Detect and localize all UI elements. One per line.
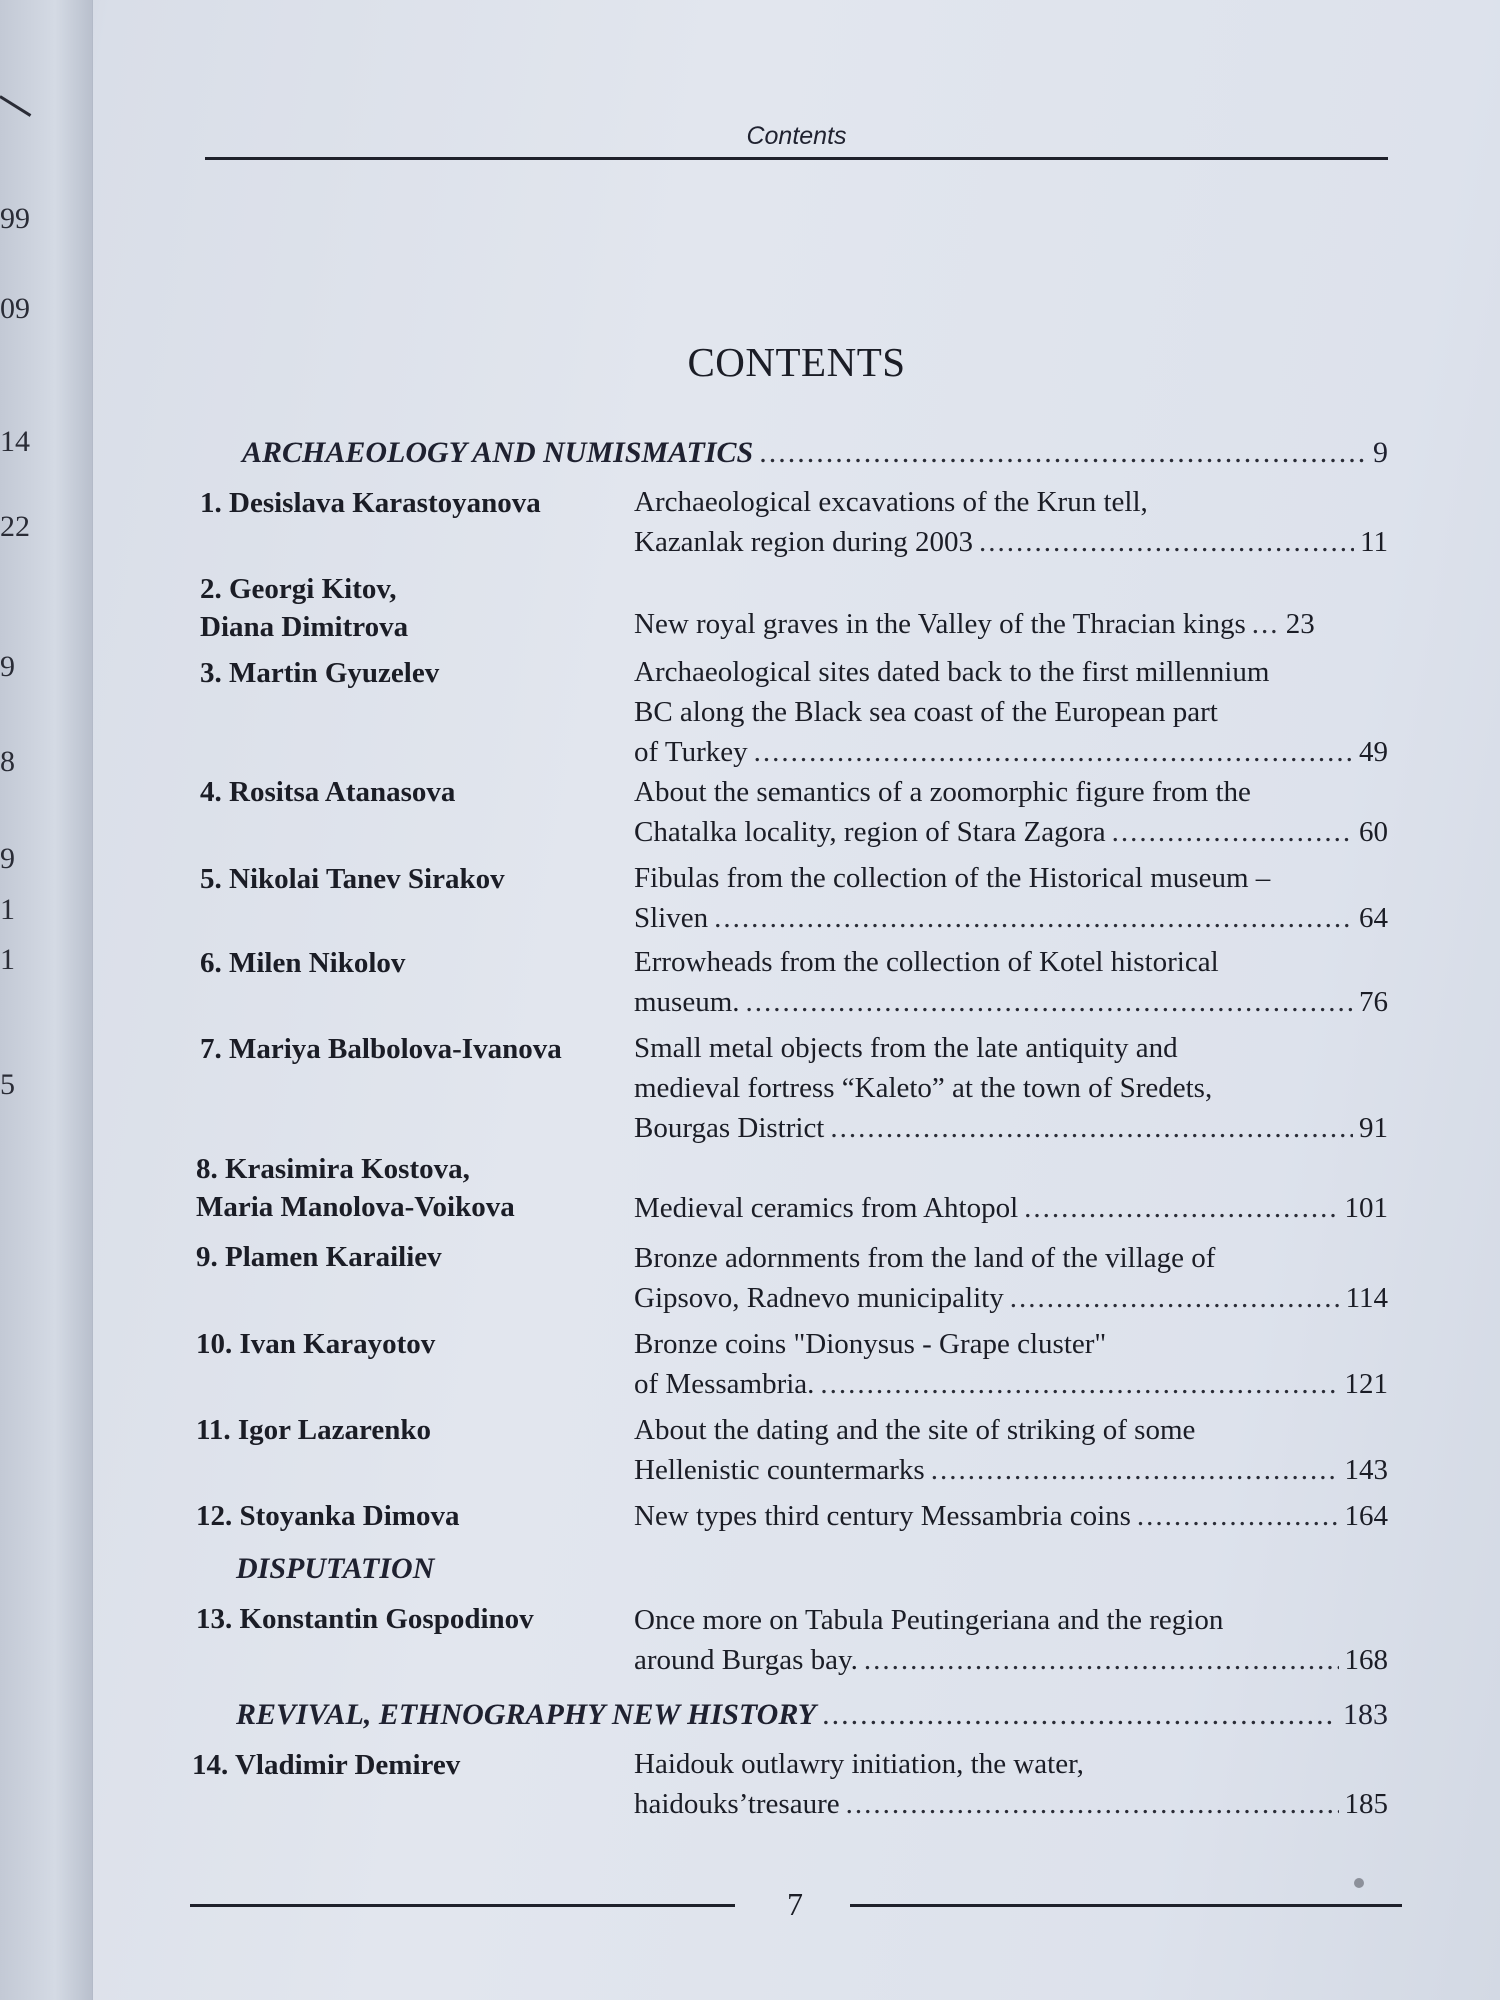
facing-page-edge [0,0,93,2000]
entry-author [196,1411,431,1449]
entry-title [634,858,1388,938]
title-line: About the dating and the site of striking of some [634,1414,1196,1446]
section-heading-revival [236,1698,1388,1732]
title-line: medieval fortress “Kaleto” at the town of Sredets, [634,1072,1213,1104]
entry-page: 91 [1359,1112,1388,1144]
title-line: Medieval ceramics from Ahtopol [634,1192,1019,1224]
dot-leader [714,898,1353,938]
author-line: 11. Igor Lazarenko [196,1414,431,1446]
entry-author [200,1030,562,1068]
dot-leader [754,732,1353,772]
entry-page: 49 [1359,736,1388,768]
facing-page-number: 14 [0,425,30,458]
facing-page-number: 9 [0,650,15,683]
page-number: 7 [787,1886,803,1922]
entry-title [634,1410,1388,1490]
entry-page: 168 [1344,1644,1388,1676]
entry-page: 114 [1345,1282,1388,1314]
entry-author [200,484,541,522]
title-line: Bronze coins "Dionysus - Grape cluster" [634,1328,1107,1360]
entry-page: 23 [1285,608,1315,640]
entry-author [192,1746,460,1784]
title-line: haidouks’tresaure [634,1788,840,1820]
author-line: 9. Plamen Karailiev [196,1241,442,1273]
entry-page: 60 [1359,816,1388,848]
entry-title [634,1600,1388,1680]
entry-page: 121 [1344,1368,1388,1400]
title-line: of Turkey [634,736,748,768]
author-line: 10. Ivan Karayotov [196,1328,436,1360]
title-line: New types third century Messambria coins [634,1500,1131,1532]
entry-author [200,860,505,898]
entry-title [634,1188,1388,1228]
title-line: Bronze adornments from the land of the village of [634,1242,1216,1274]
entry-page: 164 [1344,1500,1388,1532]
entry-title [634,1324,1388,1404]
dot-leader [931,1450,1339,1490]
author-line: 14. Vladimir Demirev [192,1749,461,1781]
dot-leader [759,436,1367,470]
title-line: Gipsovo, Radnevo municipality [634,1282,1004,1314]
author-line: 4. Rositsa Atanasova [200,776,456,808]
author-line: 3. Martin Gyuzelev [200,657,440,689]
dot-leader [820,1364,1338,1404]
facing-page-number: 9 [0,842,15,875]
dot-leader [1024,1188,1338,1228]
header-rule [205,157,1388,160]
author-line: 6. Milen Nikolov [200,947,406,979]
dot-leader [1252,604,1280,644]
title-line: Archaeological excavations of the Krun tell, [634,486,1148,518]
author-line: 7. Mariya Balbolova-Ivanova [200,1033,562,1065]
title-line: Haidouk outlawry initiation, the water, [634,1748,1084,1780]
title-line: Kazanlak region during 2003 [634,526,974,558]
section-label: REVIVAL, ETHNOGRAPHY NEW HISTORY [236,1698,817,1731]
footer-rule-left [190,1904,735,1907]
facing-page-number: 1 [0,893,15,926]
facing-page-number: 8 [0,745,15,778]
entry-title [634,772,1388,852]
entry-author [200,944,405,982]
section-label: ARCHAEOLOGY AND NUMISMATICS [242,436,754,469]
author-line: 13. Konstantin Gospodinov [196,1603,534,1635]
footer-rule-right [850,1904,1402,1907]
title-line: Errowheads from the collection of Kotel historical [634,946,1219,978]
entry-page: 143 [1344,1454,1388,1486]
title-line: Sliven [634,902,709,934]
entry-title [634,1744,1388,1824]
entry-author [200,773,455,811]
facing-page-number: 1 [0,943,15,976]
title-line: of Messambria. [634,1368,815,1400]
title-line: Small metal objects from the late antiquity and [634,1032,1178,1064]
author-line: Diana Dimitrova [200,611,409,643]
entry-author [200,570,408,646]
entry-page: 64 [1359,902,1388,934]
author-line: 2. Georgi Kitov, [200,573,397,605]
facing-page-number: 22 [0,510,30,543]
title-line: Hellenistic countermarks [634,1454,925,1486]
entry-author [196,1600,534,1638]
author-line: 1. Desislava Karastoyanova [200,487,541,519]
title-line: Archaeological sites dated back to the first millennium [634,656,1270,688]
title-line: Once more on Tabula Peutingeriana and the region [634,1604,1224,1636]
running-head: Contents [746,122,847,150]
facing-page-number: 5 [0,1068,15,1101]
title-line: Chatalka locality, region of Stara Zagora [634,816,1106,848]
section-page: 9 [1373,436,1388,469]
entry-author [196,1325,435,1363]
title-line: BC along the Black sea coast of the European part [634,696,1218,728]
author-line: 5. Nikolai Tanev Sirakov [200,863,505,895]
title-line: Fibulas from the collection of the Historical museum – [634,862,1271,894]
dot-leader [746,982,1353,1022]
entry-page: 11 [1360,526,1388,558]
paper-speck [1354,1878,1364,1888]
dot-leader [1137,1496,1339,1536]
entry-author [200,654,439,692]
author-line: Maria Manolova-Voikova [196,1191,515,1223]
entry-title [634,604,1388,644]
facing-page-number: 09 [0,292,30,325]
title-line: around Burgas bay. [634,1644,858,1676]
facing-page-number: 99 [0,202,30,235]
entry-title [634,652,1388,772]
title-line: About the semantics of a zoomorphic figure from the [634,776,1251,808]
dot-leader [864,1640,1339,1680]
dot-leader [979,522,1354,562]
dot-leader [822,1698,1337,1732]
entry-author [196,1238,442,1276]
facing-page-stroke [0,95,31,117]
section-heading-disputation: DISPUTATION [236,1552,435,1585]
author-line: 12. Stoyanka Dimova [196,1500,460,1532]
dot-leader [1010,1278,1340,1318]
entry-title [634,1238,1388,1318]
page-title: CONTENTS [687,339,906,385]
entry-title [634,482,1388,562]
title-line: museum. [634,986,740,1018]
dot-leader [830,1108,1353,1148]
dot-leader [846,1784,1339,1824]
author-line: 8. Krasimira Kostova, [196,1153,470,1185]
entry-title [634,1496,1388,1536]
entry-title [634,1028,1388,1148]
entry-author [196,1497,459,1535]
title-line: Bourgas District [634,1112,825,1144]
entry-author [196,1150,515,1226]
entry-title [634,942,1388,1022]
section-page: 183 [1343,1698,1388,1731]
entry-page: 76 [1359,986,1388,1018]
entry-page: 101 [1344,1192,1388,1224]
title-line: New royal graves in the Valley of the Thracian kings [634,608,1246,640]
entry-page: 185 [1344,1788,1388,1820]
dot-leader [1112,812,1353,852]
section-heading-archaeology [242,436,1388,470]
